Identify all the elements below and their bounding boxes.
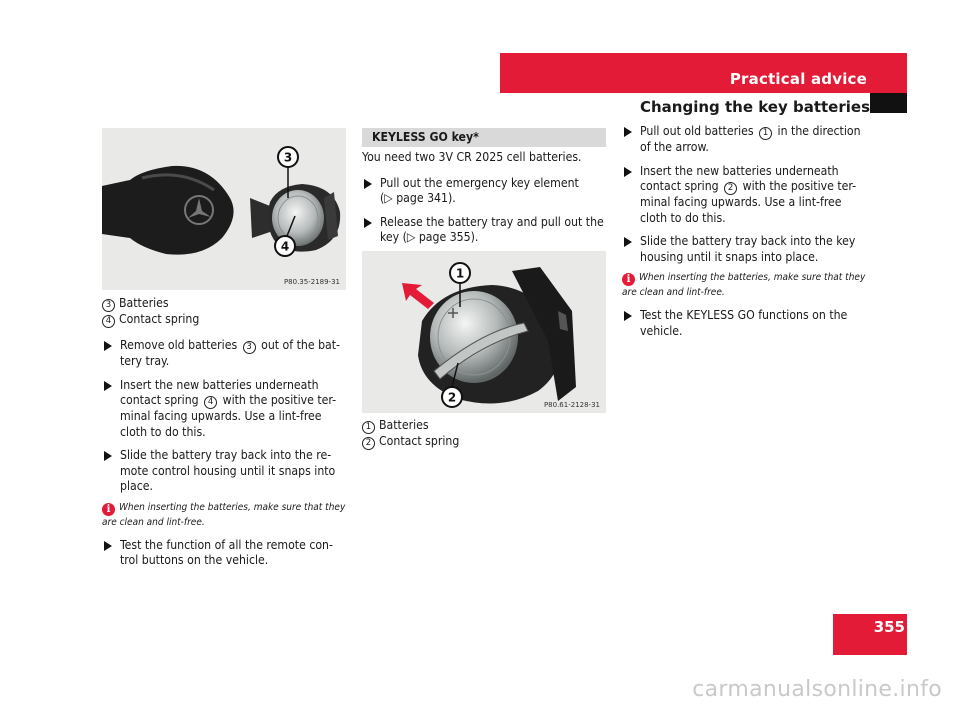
info-note: i When inserting the batteries, make sure that they are clean and lint-free. [622,272,866,298]
ref-num: 4 [204,396,217,409]
legend-item [102,296,347,312]
bullet-arrow-icon [624,127,632,137]
figure1-callout-3: 3 [283,150,293,165]
intro-text: You need two 3V CR 2025 cell batteries. [362,150,582,164]
instruction-step: Insert the new batteries underneath contact spring 2 with the positive ter-minal facing upwards. Use a lint-free cloth to do this. [622,164,867,227]
ref-num: 2 [724,182,737,195]
instruction-step: Test the function of all the remote con-trol buttons on the vehicle. [102,538,347,569]
figure-remote-key [102,128,346,290]
bullet-arrow-icon [104,451,112,461]
figure1-callout-4: 4 [280,239,290,254]
legend-label: Batteries [379,418,429,432]
column-2 [362,150,607,246]
bullet-arrow-icon [104,381,112,391]
instruction-step: Test the KEYLESS GO functions on the vehicle. [622,308,867,339]
bullet-arrow-icon [104,341,112,351]
watermark: carmanualsonline.info [692,677,942,702]
info-icon: i [622,273,635,286]
page-number: 355 [873,618,905,636]
figure-keyless-go-key [362,251,606,413]
page-ref-link[interactable]: (▷ page 341). [380,191,456,205]
legend-item [362,418,607,434]
bullet-arrow-icon [364,218,372,228]
legend-label: Contact spring [119,312,200,326]
info-icon: i [102,503,115,516]
instruction-step: Remove old batteries 3 out of the bat-tery tray. [102,338,347,370]
figure2-callout-1: 1 [455,266,465,281]
legend-num: 1 [362,421,375,434]
instruction-step: Pull out the emergency key element (▷ page 341). [362,176,607,207]
page-ref-link[interactable]: (▷ page 355). [402,230,479,244]
instruction-step: Slide the battery tray back into the key housing until it snaps into place. [622,234,867,265]
bullet-arrow-icon [104,541,112,551]
legend-num: 4 [102,315,115,328]
ref-num: 3 [243,341,256,354]
legend-item [362,434,607,450]
instruction-step: Release the battery tray and pull out the key (▷ page 355). [362,215,607,246]
legend-num: 3 [102,299,115,312]
bullet-arrow-icon [624,311,632,321]
keyless-go-illustration [362,251,606,413]
figure2-code: P80.61-2128-31 [543,401,600,409]
column-3 [622,124,867,339]
legend-label: Contact spring [379,434,460,448]
legend-num: 2 [362,437,375,450]
subsection-title: Changing the key batteries [639,98,870,116]
bullet-arrow-icon [624,167,632,177]
remote-key-illustration [102,128,346,290]
chapter-tab [870,93,907,113]
info-note: i When inserting the batteries, make sure that they are clean and lint-free. [102,501,346,528]
ref-num: 1 [759,127,772,140]
bullet-arrow-icon [624,237,632,247]
figure1-code: P80.35-2189-31 [283,278,340,286]
keyless-go-heading: KEYLESS GO key* [372,130,479,144]
figure2-callout-2: 2 [447,390,457,405]
instruction-step: Pull out old batteries 1 in the direction of the arrow. [622,124,867,156]
column-1 [102,296,347,569]
legend-item [102,312,347,328]
figure2-legend [362,418,607,450]
legend-label: Batteries [119,296,169,310]
keyless-go-heading-bar [362,128,606,147]
instruction-step: Insert the new batteries underneath contact spring 4 with the positive ter-minal facing upwards. Use a lint-free cloth to do this. [102,378,347,441]
bullet-arrow-icon [364,179,372,189]
section-title: Practical advice [729,70,867,88]
instruction-step: Slide the battery tray back into the re-mote control housing until it snaps into place. [102,448,347,495]
